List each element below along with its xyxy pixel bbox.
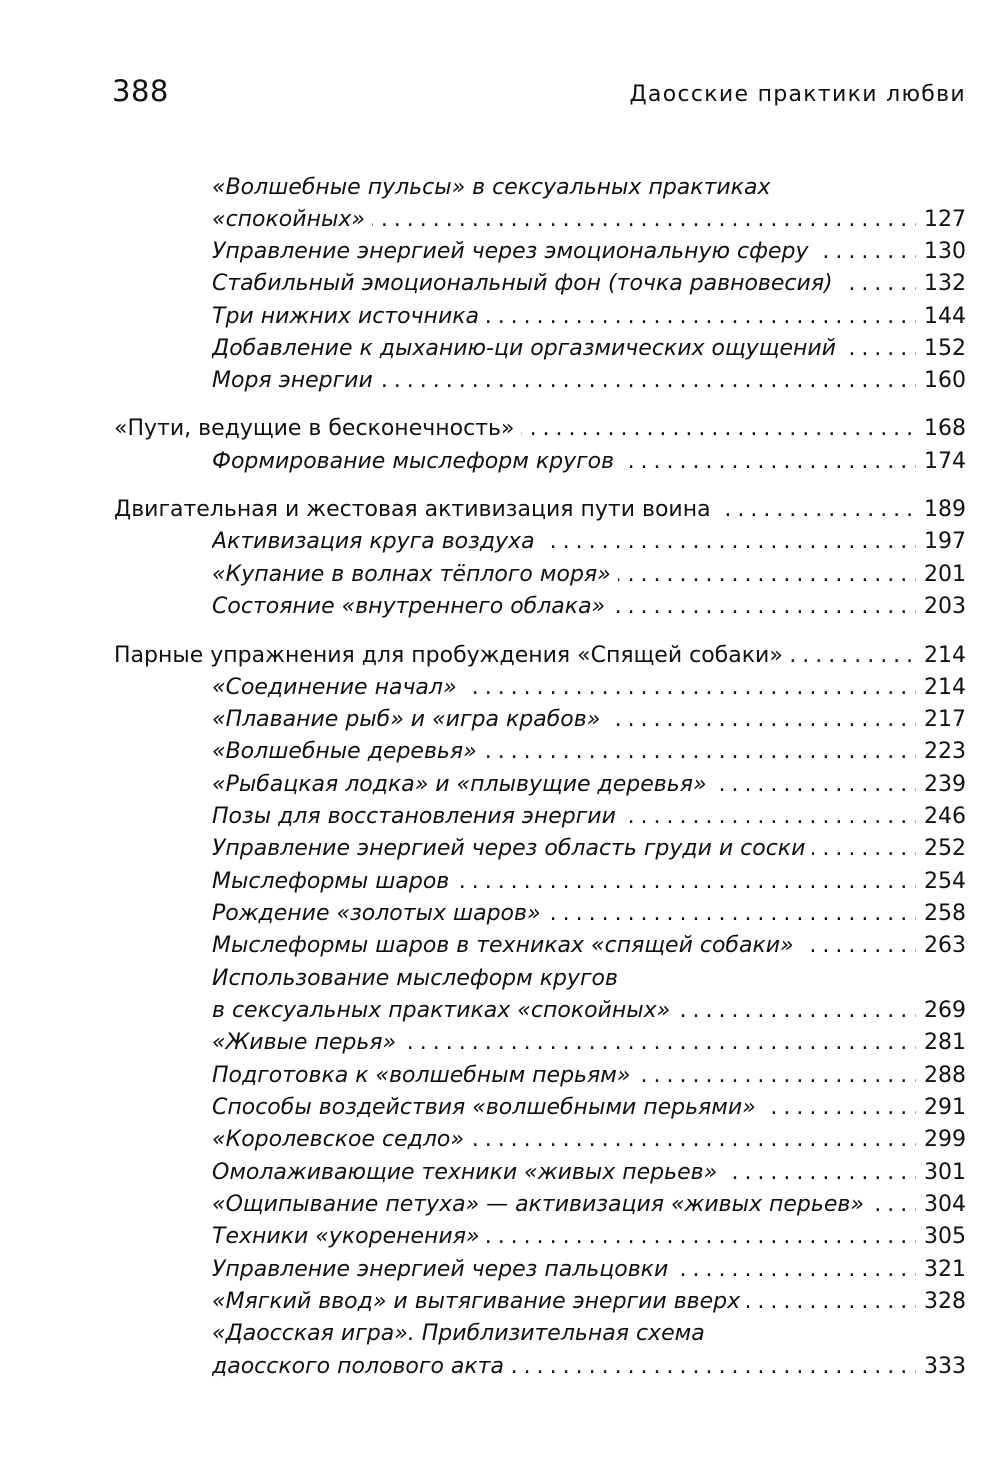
toc-entry-page: 254 xyxy=(916,866,966,898)
toc-entry-title: «Живые перья» xyxy=(212,1030,403,1055)
toc-entry-title: Добавление к дыханию-ци оргазмических ощущений xyxy=(212,336,843,361)
toc-entry-page: 160 xyxy=(916,365,966,397)
toc-entry xyxy=(212,704,966,736)
toc-entry-page: 203 xyxy=(916,591,966,623)
toc-entry xyxy=(212,1286,966,1318)
toc-entry-page: 201 xyxy=(916,559,966,591)
toc-entry-title: Рождение «золотых шаров» xyxy=(212,901,548,926)
toc-section xyxy=(114,494,966,526)
toc-entry xyxy=(212,1221,966,1253)
toc-entry xyxy=(212,769,966,801)
toc-entry-title: Управление энергией через пальцовки xyxy=(212,1257,675,1282)
toc-entry-title: Омолаживающие техники «живых перьев» xyxy=(212,1160,724,1185)
toc-entry-page: 258 xyxy=(916,898,966,930)
toc-entry-page: 299 xyxy=(916,1124,966,1156)
toc-entry-title: Состояние «внутреннего облака» xyxy=(212,594,612,619)
toc-entry xyxy=(212,995,966,1027)
toc-entry-page: 291 xyxy=(916,1092,966,1124)
toc-section-page: 168 xyxy=(916,413,966,445)
toc-entry-page: 246 xyxy=(916,801,966,833)
toc-entry-title: Подготовка к «волшебным перьям» xyxy=(212,1063,637,1088)
toc-entry-title: «Рыбацкая лодка» и «плывущие деревья» xyxy=(212,772,714,797)
toc-entry xyxy=(212,365,966,397)
toc-entry xyxy=(212,526,966,558)
toc-entry-title: Мыслеформы шаров в техниках «спящей собаки» xyxy=(212,933,801,958)
toc-entry-title: «Мягкий ввод» и вытягивание энергии вверх xyxy=(212,1289,747,1314)
toc-entry-title: Моря энергии xyxy=(212,368,380,393)
toc-entry-page: 217 xyxy=(916,704,966,736)
toc-entry-page: 252 xyxy=(916,833,966,865)
toc-entry-title: Стабильный эмоциональный фон (точка равновесия) xyxy=(212,271,840,296)
toc-entry-page: 239 xyxy=(916,769,966,801)
toc-entry xyxy=(212,736,966,768)
toc-entry xyxy=(212,1351,966,1383)
toc-entry xyxy=(212,963,966,995)
toc-entry-title: Управление энергией через область груди и соски xyxy=(212,836,812,861)
toc-entry-page: 132 xyxy=(916,268,966,300)
toc-entry-page: 130 xyxy=(916,236,966,268)
toc-entry-page: 223 xyxy=(916,736,966,768)
toc-entry-title: Три нижних источника xyxy=(212,304,486,329)
toc-entry-title: «спокойных» xyxy=(212,207,372,232)
toc-entry-page: 301 xyxy=(916,1157,966,1189)
toc-entry-page: 197 xyxy=(916,526,966,558)
toc-entry xyxy=(212,1189,966,1221)
toc-entry-title: Техники «укоренения» xyxy=(212,1224,487,1249)
toc-entry-page: 152 xyxy=(916,333,966,365)
toc-entry xyxy=(212,866,966,898)
toc-entry-page: 305 xyxy=(916,1221,966,1253)
toc-entry-page: 263 xyxy=(916,930,966,962)
toc-entry-page: 269 xyxy=(916,995,966,1027)
toc-entry-page: 321 xyxy=(916,1254,966,1286)
toc-entry-page: 304 xyxy=(916,1189,966,1221)
toc-entry-title: «Волшебные пульсы» в сексуальных практиках xyxy=(212,175,771,200)
toc-entry-title: «Королевское седло» xyxy=(212,1127,471,1152)
toc-section-title: Двигательная и жестовая активизация пути воина xyxy=(114,497,718,522)
toc-entry xyxy=(212,672,966,704)
toc-section-page: 214 xyxy=(916,640,966,672)
toc-entry xyxy=(212,1254,966,1286)
toc-entry xyxy=(212,559,966,591)
toc-entry-page: 288 xyxy=(916,1060,966,1092)
toc-section xyxy=(114,640,966,672)
toc-entry-page: 144 xyxy=(916,301,966,333)
toc-entry xyxy=(212,1318,966,1350)
toc-entry-title: Позы для восстановления энергии xyxy=(212,804,623,829)
toc-section-title: Парные упражнения для пробуждения «Спящей собаки» xyxy=(114,643,790,668)
toc-entry xyxy=(212,172,966,204)
toc-entry xyxy=(212,1157,966,1189)
toc-entry-page: 333 xyxy=(916,1351,966,1383)
running-head: Даосские практики любви xyxy=(629,82,966,107)
toc-entry xyxy=(212,1060,966,1092)
toc-entry xyxy=(212,333,966,365)
toc-entry-page: 214 xyxy=(916,672,966,704)
toc-entry-title: «Волшебные деревья» xyxy=(212,739,484,764)
toc-entry-title: Способы воздействия «волшебными перьями» xyxy=(212,1095,763,1120)
toc-entry xyxy=(212,591,966,623)
toc-entry xyxy=(212,301,966,333)
toc-entry-page: 328 xyxy=(916,1286,966,1318)
toc-entry-title: даосского полового акта xyxy=(212,1354,511,1379)
toc-entry xyxy=(212,833,966,865)
toc-entry xyxy=(212,801,966,833)
toc-entry xyxy=(212,1092,966,1124)
toc-entry xyxy=(212,268,966,300)
toc-entry-title: Активизация круга воздуха xyxy=(212,529,542,554)
toc-entry xyxy=(212,1027,966,1059)
toc-entry-title: Использование мыслеформ кругов xyxy=(212,966,618,991)
toc-entry-page: 174 xyxy=(916,446,966,478)
toc-entry-title: «Купание в волнах тёплого моря» xyxy=(212,562,618,587)
toc-section-page: 189 xyxy=(916,494,966,526)
toc-entry-title: «Ощипывание петуха» — активизация «живых перьев» xyxy=(212,1192,871,1217)
toc-section-title: «Пути, ведущие в бесконечность» xyxy=(114,416,521,441)
toc-entry-title: в сексуальных практиках «спокойных» xyxy=(212,998,677,1023)
toc-entry xyxy=(212,898,966,930)
toc-entry-page: 127 xyxy=(916,204,966,236)
toc-section xyxy=(114,413,966,445)
toc-entry xyxy=(212,236,966,268)
toc-entry-title: «Плавание рыб» и «игра крабов» xyxy=(212,707,607,732)
toc-entry-title: Управление энергией через эмоциональную сферу xyxy=(212,239,815,264)
toc-entry xyxy=(212,930,966,962)
toc-entry xyxy=(212,204,966,236)
toc-entry-title: «Даосская игра». Приблизительная схема xyxy=(212,1321,705,1346)
toc-entry-title: Мыслеформы шаров xyxy=(212,869,456,894)
toc-entry-title: Формирование мыслеформ кругов xyxy=(212,449,621,474)
toc-entry-title: «Соединение начал» xyxy=(212,675,464,700)
page-number: 388 xyxy=(112,74,169,108)
toc-entry xyxy=(212,1124,966,1156)
toc-entry xyxy=(212,446,966,478)
toc-entry-page: 281 xyxy=(916,1027,966,1059)
